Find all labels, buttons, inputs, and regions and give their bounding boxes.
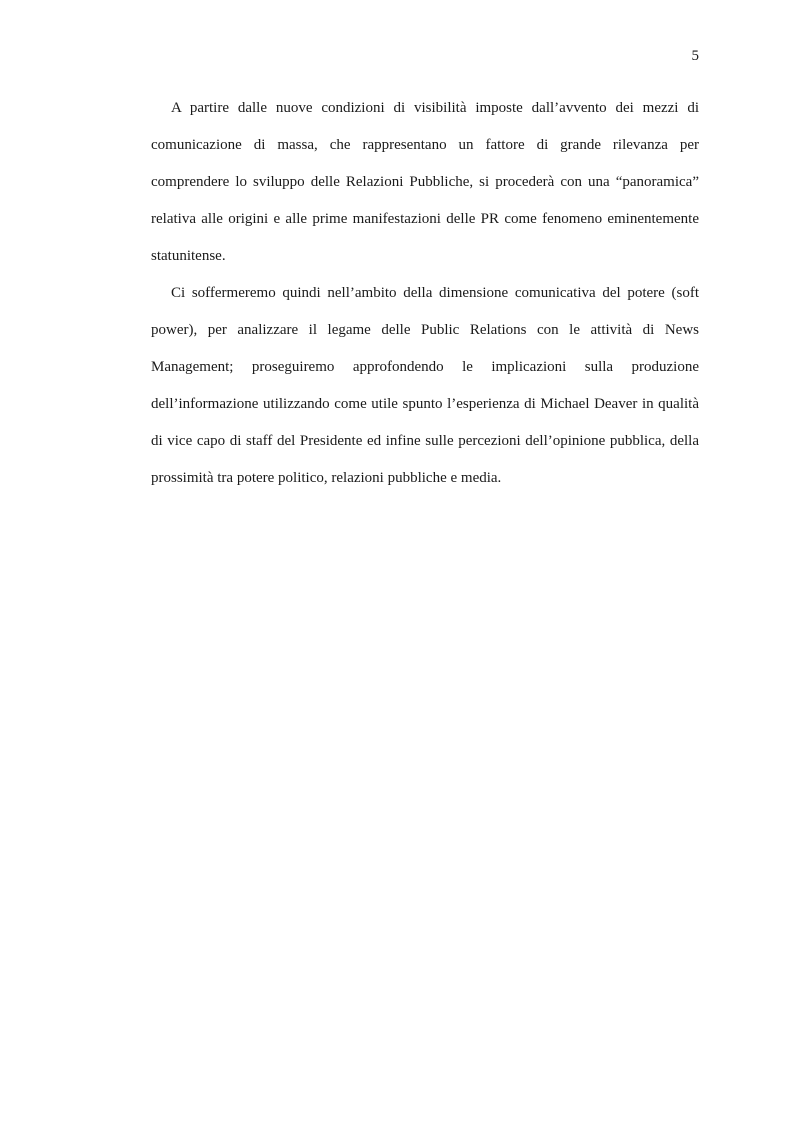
body-text [151, 90, 699, 497]
paragraph-intro: A partire dalle nuove condizioni di visibilità imposte dall’avvento dei mezzi di comunicazione di massa, che rappresentano un fattore di grande rilevanza per comprendere lo sviluppo delle Relazioni Pubbliche, si procederà con una “panoramica” relativa alle origini e alle prime manifestazioni delle PR come fenomeno eminentemente statunitense. [151, 100, 699, 264]
paragraph-outline: Ci soffermeremo quindi nell’ambito della dimensione comunicativa del potere (soft power), per analizzare il legame delle Public Relations con le attività di News Management; proseguiremo approfondendo le implicazioni sulla produzione dell’informazione utilizzando come utile spunto l’esperienza di Michael Deaver in qualità di vice capo di staff del Presidente ed infine sulle percezioni dell’opinione pubblica, della prossimità tra potere politico, relazioni pubbliche e media. [151, 285, 699, 486]
page-number: 5 [691, 48, 699, 64]
